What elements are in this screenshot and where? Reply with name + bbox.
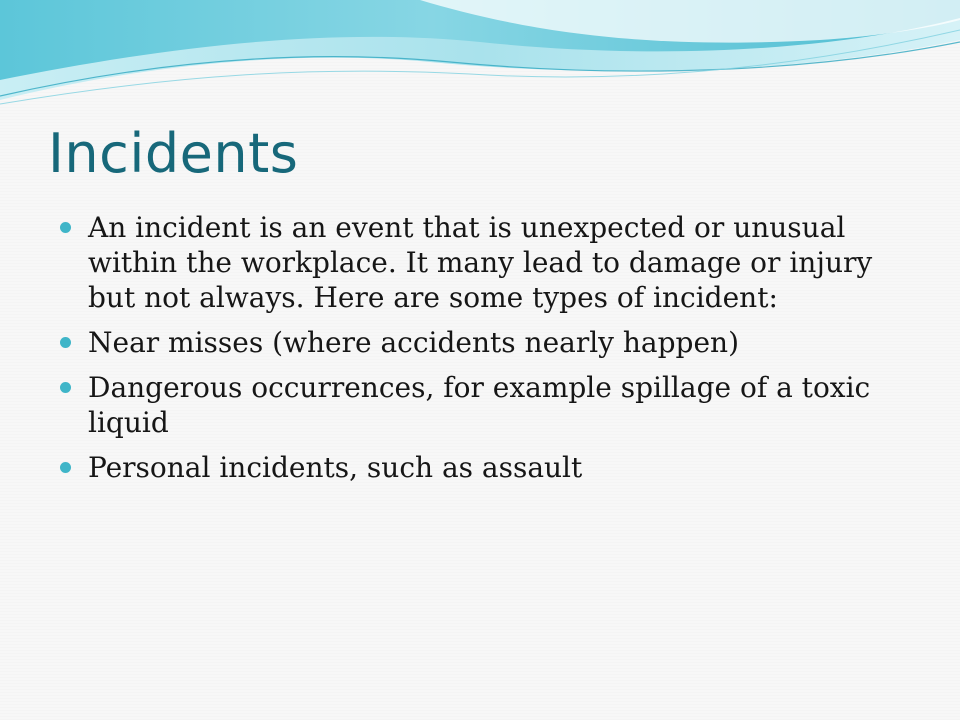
bullet-dot-icon xyxy=(60,382,71,393)
bullet-dot-icon xyxy=(60,337,71,348)
bullet-item xyxy=(60,450,910,485)
bullet-item xyxy=(60,370,910,440)
bullet-text: An incident is an event that is unexpected or unusual within the workplace. It many lead to damage or injury but not always. Here are some types of incident: xyxy=(88,211,873,314)
bullet-list xyxy=(60,210,910,495)
bullet-item xyxy=(60,210,910,315)
slide-title: Incidents xyxy=(48,122,299,185)
bullet-text: Dangerous occurrences, for example spillage of a toxic liquid xyxy=(88,371,871,439)
bullet-text: Personal incidents, such as assault xyxy=(88,451,583,484)
bullet-text: Near misses (where accidents nearly happen) xyxy=(88,326,739,359)
bullet-dot-icon xyxy=(60,462,71,473)
bullet-item xyxy=(60,325,910,360)
bullet-dot-icon xyxy=(60,222,71,233)
header-wave-decoration xyxy=(0,0,960,120)
